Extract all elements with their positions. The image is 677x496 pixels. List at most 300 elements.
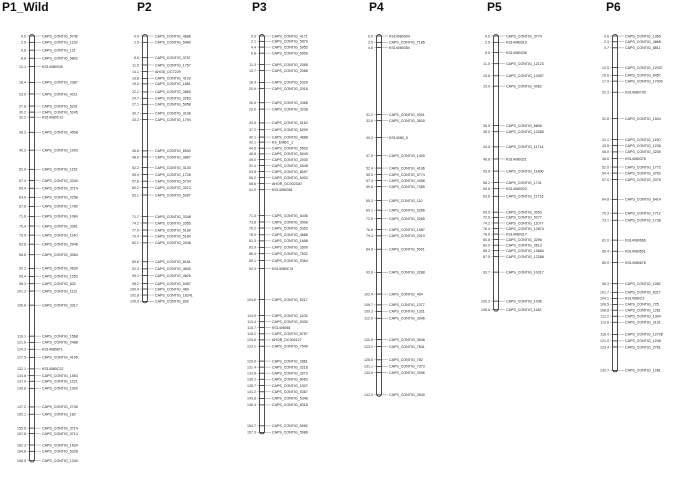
marker-position: 131.1 <box>364 364 373 369</box>
marker-label: CAPS_CONTIG_2740 <box>42 405 78 410</box>
chromosome-bar <box>260 35 265 434</box>
marker-label: CAPS_CONTIG_1658 <box>272 239 308 244</box>
marker-position: 137.0 <box>17 379 26 384</box>
marker-position: 0.0 <box>485 34 490 39</box>
marker-label: CAPS_CONTIG_3763 <box>625 171 661 176</box>
marker-position: 0.0 <box>604 34 609 39</box>
marker-position: 98.3 <box>602 282 609 287</box>
marker-label: CAPS_CONTIG_3468 <box>272 101 308 106</box>
marker-position: 57.6 <box>132 179 139 184</box>
marker-position: 131.4 <box>247 365 256 370</box>
marker-label: CAPS_CONTIG_3365 <box>155 221 191 226</box>
marker-label: CAPS_CONTIG_3084 <box>42 253 78 258</box>
marker-label: CAPS_CONTIG_1728 <box>155 172 191 177</box>
marker-label: CAPS_CONTIG_1563 <box>42 373 78 378</box>
linkage-group-title: P1_Wild <box>2 0 49 14</box>
marker-label: CAPS_CONTIG_4196 <box>389 166 425 171</box>
marker-label: CAPS_CONTIG_1712 <box>625 211 661 216</box>
marker-position: 8.6 <box>134 55 139 60</box>
marker-label: CAPS_CONTIG_3273 <box>272 371 308 376</box>
marker-position: 150.1 <box>17 412 26 417</box>
marker-position: 76.8 <box>366 227 373 232</box>
marker-position: 141.2 <box>247 390 256 395</box>
marker-label: CAPS_CONTIG_5209 <box>272 128 308 133</box>
marker-position: 37.2 <box>249 128 256 133</box>
marker-label: CAPS_CONTIG_3540 <box>389 393 425 398</box>
marker-position: 26.5 <box>249 101 256 106</box>
marker-label: CAPS_CONTIG_1634 <box>42 443 78 448</box>
marker-label: CAPS_CONTIG_4358 <box>389 178 425 183</box>
marker-label: CAPS_CONTIG_5802 <box>42 56 78 61</box>
marker-position: 4.6 <box>368 45 373 50</box>
marker-label: CAPS_CONTIG_7540 <box>272 344 308 349</box>
marker-position: 73.8 <box>249 220 256 225</box>
marker-label: CAPS_CONTIG_4825 <box>155 273 191 278</box>
marker-position: 121.6 <box>17 340 26 345</box>
marker-label: CAPS_CONTIG_12123 <box>506 62 544 67</box>
marker-position: 69.9 <box>483 210 490 215</box>
marker-position: 81.0 <box>602 238 609 243</box>
marker-label: CAPS_CONTIG_1851 <box>155 82 191 87</box>
marker-label: CAPS_CONTIG_12708 <box>625 332 663 337</box>
marker-label: CAPS_CONTIG_2018 <box>272 86 308 91</box>
marker-label: CAPS_CONTIG_1794 <box>155 117 191 122</box>
marker-position: 113.6 <box>600 320 609 325</box>
marker-position: 2.5 <box>485 40 490 45</box>
marker-label: KS14080666 <box>625 238 646 243</box>
marker-label: KS14080C74 <box>272 266 294 271</box>
marker-position: 40.1 <box>249 135 256 140</box>
marker-position: 93.8 <box>366 270 373 275</box>
marker-label: CAPS_CONTIG_5503 <box>272 146 308 151</box>
linkage-group <box>364 34 425 397</box>
marker-label: KS14080C22 <box>42 367 64 372</box>
marker-position: 123.2 <box>364 344 373 349</box>
marker-label: CAPS_CONTIG_2048 <box>42 242 78 247</box>
marker-label: CAPS_CONTIG_11077 <box>506 221 544 226</box>
marker-position: 74.2 <box>483 221 490 226</box>
marker-position: 18.4 <box>249 80 256 85</box>
marker-label: KS14080871 <box>42 347 63 352</box>
marker-position: 8.8 <box>21 56 26 61</box>
marker-label: CAPS_CONTIG_1365 <box>625 34 661 39</box>
marker-position: 109.3 <box>364 309 373 314</box>
marker-position: 108.8 <box>600 308 609 313</box>
marker-position: 93.7 <box>483 270 490 275</box>
marker-label: CAPS_CONTIG_3296 <box>506 237 542 242</box>
marker-label: CAPS_CONTIG_3613 <box>506 243 542 248</box>
marker-position: 4.4 <box>251 45 256 50</box>
marker-label: CAPS_CONTIG_7185 <box>389 40 425 45</box>
marker-label: CAPS_CONTIG_1331 <box>389 309 425 314</box>
marker-label: CAPS_CONTIG_1340 <box>42 458 78 463</box>
marker-position: 0.0 <box>134 34 139 39</box>
marker-label: CAPS_CONTIG_2088 <box>272 68 308 73</box>
marker-position: 61.0 <box>249 188 256 193</box>
marker-label: CAPS_CONTIG_121 <box>42 48 76 53</box>
marker-label: CAPS_CONTIG_5746 <box>42 34 78 39</box>
marker-position: 98.3 <box>19 282 26 287</box>
marker-position: 69.1 <box>366 208 373 213</box>
marker-position: 35.5 <box>483 123 490 128</box>
marker-label: CAPS_CONTIG_5959 <box>272 51 308 56</box>
marker-label: KS14080381 <box>272 188 293 193</box>
marker-label: CAPS_CONTIG_4840 <box>155 267 191 272</box>
marker-position: 78.9 <box>249 233 256 238</box>
marker-position: 15.8 <box>483 74 490 79</box>
marker-label: CAPS_CONTIG_8457 <box>625 73 661 78</box>
marker-label: CAPS_CONTIG_1261 <box>625 308 661 313</box>
marker-position: 60.6 <box>483 187 490 192</box>
marker-position: 57.4 <box>366 178 373 183</box>
marker-position: 74.2 <box>132 221 139 226</box>
marker-position: 31.2 <box>366 112 373 117</box>
linkage-group-title: P3 <box>252 0 267 14</box>
marker-position: 115.7 <box>247 325 256 330</box>
marker-position: 95.4 <box>19 274 26 279</box>
marker-position: 32.2 <box>19 115 26 120</box>
marker-position: 27.8 <box>19 104 26 109</box>
marker-label: CAPS_CONTIG_4686 <box>272 233 308 238</box>
marker-label: KS14080_5 <box>389 135 408 140</box>
marker-position: 164.8 <box>17 449 26 454</box>
marker-label: CAPS_CONTIG_2387 <box>42 80 78 85</box>
marker-position: 5.6 <box>21 48 26 53</box>
marker-position: 110.9 <box>247 313 256 318</box>
marker-label: CAPS_CONTIG_1003 <box>42 148 78 153</box>
marker-label: CAPS_CONTIG_11714 <box>506 145 544 150</box>
marker-label: CAPS_CONTIG_3096 <box>389 370 425 375</box>
marker-label: CAPS_CONTIG_8811 <box>625 46 661 51</box>
marker-position: 101.7 <box>600 290 609 295</box>
marker-label: KS14080C3 <box>625 296 645 301</box>
marker-position: 6.8 <box>251 51 256 56</box>
marker-label: CAPS_CONTIG_4103 <box>155 76 191 81</box>
marker-label: CAPS_CONTIG_1780 <box>42 204 78 209</box>
marker-label: CAPS_CONTIG_6414 <box>625 197 661 202</box>
marker-position: 2.5 <box>368 40 373 45</box>
marker-position: 32.8 <box>602 116 609 121</box>
marker-position: 44.5 <box>249 146 256 151</box>
marker-label: CAPS_CONTIG_5180 <box>155 228 191 233</box>
marker-position: 76.2 <box>249 226 256 231</box>
marker-position: 38.2 <box>19 130 26 135</box>
marker-position: 86.8 <box>19 253 26 258</box>
marker-label: CAPS_CONTIG_12288 <box>506 254 544 259</box>
marker-position: 55.0 <box>132 172 139 177</box>
marker-position: 13.7 <box>249 68 256 73</box>
marker-label: KS14080336 <box>506 50 527 55</box>
marker-position: 17.9 <box>602 79 609 84</box>
marker-position: 118.4 <box>600 332 609 337</box>
marker-label: KS_EMBC_1 <box>272 140 294 145</box>
marker-position: 58.2 <box>483 180 490 185</box>
marker-position: 16.8 <box>132 76 139 81</box>
marker-label: CAPS_CONTIG_3346 <box>155 241 191 246</box>
marker-position: 106.7 <box>364 303 373 308</box>
marker-label: CAPS_CONTIG_5958 <box>155 102 191 107</box>
marker-label: CAPS_CONTIG_3757 <box>155 55 191 60</box>
marker-position: 29.0 <box>249 107 256 112</box>
marker-position: 52.4 <box>366 166 373 171</box>
marker-position: 30.2 <box>19 110 26 115</box>
marker-position: 112.0 <box>364 316 373 321</box>
marker-label: CAPS_CONTIG_2019 <box>389 234 425 239</box>
marker-label: CAPS_CONTIG_4211 <box>42 92 78 97</box>
marker-label: CAPS_CONTIG_2030 <box>272 157 308 162</box>
marker-label: CAPS_CONTIG_1236 <box>625 143 661 148</box>
marker-position: 65.3 <box>366 198 373 203</box>
marker-label: CAPS_CONTIG_5277 <box>506 215 542 220</box>
marker-position: 77.0 <box>132 228 139 233</box>
marker-label: CAPS_CONTIG_1504 <box>625 116 661 121</box>
marker-label: CAPS_CONTIG_1772 <box>625 165 661 170</box>
marker-position: 55.0 <box>366 172 373 177</box>
marker-label: KS14080378 <box>625 156 646 161</box>
marker-label: CAPS_CONTIG_3205 <box>625 150 661 155</box>
marker-label: CAPS_CONTIG_8318 <box>272 403 308 408</box>
marker-label: CAPS_CONTIG_3263 <box>155 96 191 101</box>
marker-position: 12.5 <box>602 65 609 70</box>
marker-position: 92.3 <box>249 266 256 271</box>
marker-label: CAPS_CONTIG_1587 <box>389 227 425 232</box>
marker-position: 106.8 <box>17 303 26 308</box>
marker-label: KS14080354 <box>389 45 410 50</box>
marker-label: CAPS_CONTIG_5734 <box>155 179 191 184</box>
marker-position: 105.3 <box>130 299 139 304</box>
marker-position: 146.4 <box>247 403 256 408</box>
marker-label: CAPS_CONTIG_1281 <box>625 368 661 373</box>
marker-label: CAPS_CONTIG_1007 <box>272 383 308 388</box>
marker-position: 48.0 <box>132 155 139 160</box>
marker-label: CAPS_CONTIG_3317 <box>42 303 78 308</box>
marker-position: 98.2 <box>132 281 139 286</box>
marker-label: CAPS_CONTIG_4888 <box>272 135 308 140</box>
marker-position: 2.3 <box>604 40 609 45</box>
marker-label: CAPS_CONTIG_1353 <box>42 274 78 279</box>
marker-position: 79.4 <box>132 234 139 239</box>
marker-position: 52.2 <box>132 165 139 170</box>
marker-label: CAPS_CONTIG_5184 <box>155 234 191 239</box>
marker-label: CAPS_CONTIG_5330 <box>272 320 308 325</box>
marker-position: 15.6 <box>602 73 609 78</box>
marker-label: CAPS_CONTIG_1304 <box>625 314 661 319</box>
linkage-group-title: P6 <box>606 0 621 14</box>
marker-label: CAPS_CONTIG_4866 <box>625 40 661 45</box>
marker-label: CAPS_CONTIG_12037 <box>625 65 663 70</box>
marker-position: 11.3 <box>249 62 256 67</box>
marker-position: 155.6 <box>17 426 26 431</box>
marker-label: CAPS_CONTIG_3548 <box>272 163 308 168</box>
marker-label: KS14080321 <box>506 157 527 162</box>
marker-label: CAPS_CONTIG_4688 <box>155 34 191 39</box>
marker-label: CAPS_CONTIG_5163 <box>272 121 308 126</box>
marker-position: 54.4 <box>602 171 609 176</box>
marker-position: 154.7 <box>247 424 256 429</box>
marker-position: 92.2 <box>19 266 26 271</box>
marker-label: CAPS_CONTIG_110 <box>389 198 423 203</box>
marker-label: CAPS_CONTIG_6806 <box>506 123 542 128</box>
marker-position: 40.3 <box>366 135 373 140</box>
chromosome-bar <box>30 35 35 463</box>
marker-position: 49.0 <box>249 157 256 162</box>
marker-position: 0.0 <box>251 34 256 39</box>
marker-position: 52.9 <box>19 167 26 172</box>
marker-label: CAPS_CONTIG_1182 <box>506 307 542 312</box>
marker-label: CAPS_CONTIG_3266 <box>389 208 425 213</box>
marker-position: 64.0 <box>19 195 26 200</box>
marker-position: 84.6 <box>366 247 373 252</box>
marker-position: 30.7 <box>132 111 139 116</box>
marker-label: CAPS_CONTIG_1020 <box>42 386 78 391</box>
marker-label: CAPS_CONTIG_7385 <box>389 184 425 189</box>
marker-label: CAPS_CONTIG_632 <box>42 282 76 287</box>
marker-label: CAPS_CONTIG_3774 <box>506 34 542 39</box>
linkage-group <box>481 34 544 312</box>
marker-label: CAPS_CONTIG_3001 <box>389 112 425 117</box>
marker-label: CAPS_CONTIG_1152 <box>42 167 78 172</box>
linkage-group <box>130 34 193 303</box>
marker-label: CAPS_CONTIG_7532 <box>272 252 308 257</box>
marker-position: 101.2 <box>17 289 26 294</box>
marker-label: CAPS_CONTIG_2781 <box>625 345 661 350</box>
marker-position: 139.8 <box>17 386 26 391</box>
marker-label: CAPS_CONTIG_3948 <box>389 337 425 342</box>
marker-position: 34.5 <box>249 121 256 126</box>
marker-label: CAPS_CONTIG_5082 <box>272 424 308 429</box>
marker-position: 89.9 <box>602 260 609 265</box>
marker-label: KS14080501 <box>625 249 646 254</box>
marker-label: CAPS_CONTIG_6097 <box>272 169 308 174</box>
marker-label: CAPS_CONTIG_5353 <box>272 226 308 231</box>
marker-position: 142.4 <box>364 393 373 398</box>
marker-label: CAPS_CONTIG_3288 <box>389 270 425 275</box>
chromosome-bar <box>143 35 148 303</box>
marker-label: KS14080304 <box>389 34 410 39</box>
marker-position: 53.6 <box>483 169 490 174</box>
marker-position: 104.1 <box>600 296 609 301</box>
marker-label: CAPS_CONTIG_5245 <box>42 110 78 115</box>
marker-label: CAPS_CONTIG_182 <box>42 412 76 417</box>
marker-position: 87.5 <box>483 254 490 259</box>
marker-label: CAPS_CONTIG_1105 <box>272 313 308 318</box>
marker-position: 57.4 <box>19 178 26 183</box>
linkage-group <box>247 34 308 434</box>
marker-position: 33.2 <box>132 117 139 122</box>
marker-label: CAPS_CONTIG_5328 <box>42 449 78 454</box>
marker-position: 118.2 <box>247 332 256 337</box>
marker-position: 83.9 <box>249 245 256 250</box>
marker-position: 79.3 <box>366 234 373 239</box>
marker-label: CAPS_CONTIG_3238 <box>272 107 308 112</box>
marker-position: 76.4 <box>483 226 490 231</box>
marker-label: CAPS_CONTIG_725 <box>625 302 659 307</box>
marker-position: 23.0 <box>19 92 26 97</box>
marker-position: 63.1 <box>132 193 139 198</box>
marker-label: CAPS_CONTIG_7841 <box>389 344 425 349</box>
marker-label: CAPS_CONTIG_3630 <box>389 118 425 123</box>
marker-label: CAPS_CONTIG_3361 <box>42 224 78 229</box>
marker-label: CAPS_CONTIG_830 <box>155 299 189 304</box>
marker-label: CAPS_CONTIG_1757 <box>155 63 191 68</box>
marker-position: 104.6 <box>247 297 256 302</box>
marker-position: 41.1 <box>602 137 609 142</box>
marker-label: CAPS_CONTIG_460 <box>155 287 189 292</box>
marker-position: 157.8 <box>17 431 26 436</box>
marker-position: 105.2 <box>481 299 490 304</box>
marker-label: CAPS_CONTIG_13457 <box>506 74 544 79</box>
marker-position: 133.8 <box>247 371 256 376</box>
marker-position: 2.5 <box>134 40 139 45</box>
marker-position: 64.8 <box>602 197 609 202</box>
marker-position: 133.6 <box>364 370 373 375</box>
marker-position: 132.7 <box>600 368 609 373</box>
marker-position: 82.6 <box>19 242 26 247</box>
marker-label: CAPS_CONTIG_0062 <box>506 84 542 89</box>
marker-label: CAPS_CONTIG_5402 <box>272 175 308 180</box>
marker-label: CAPS_CONTIG_3869 <box>155 90 191 95</box>
marker-position: 45.6 <box>132 149 139 154</box>
marker-label: CAPS_CONTIG_5436 <box>272 213 308 218</box>
linkage-group-title: P5 <box>487 0 502 14</box>
marker-position: 12.1 <box>19 64 26 69</box>
marker-label: CAPS_CONTIG_3500 <box>272 245 308 250</box>
marker-position: 123.4 <box>600 345 609 350</box>
marker-label: CAPS_CONTIG_1400 <box>389 154 425 158</box>
marker-position: 157.3 <box>247 430 256 435</box>
marker-label: CAPS_CONTIG_5774 <box>389 172 425 177</box>
marker-position: 46.0 <box>602 150 609 155</box>
marker-position: 124.3 <box>17 347 26 352</box>
marker-position: 0.0 <box>368 34 373 39</box>
marker-position: 19.0 <box>132 82 139 87</box>
marker-position: 123.1 <box>247 344 256 349</box>
marker-label: CAPS_CONTIG_5364 <box>272 258 308 263</box>
marker-position: 42.1 <box>249 140 256 145</box>
marker-label: CAPS_CONTIG_1221 <box>42 379 78 384</box>
marker-position: 102.4 <box>364 292 373 297</box>
marker-position: 92.4 <box>132 267 139 272</box>
marker-label: CAPS_CONTIG_782 <box>389 358 423 363</box>
marker-label: CAPS_CONTIG_3053 <box>506 210 542 215</box>
marker-label: CAPS_CONTIG_2085 <box>272 62 308 67</box>
marker-label: CAPS_CONTIG_5001 <box>389 247 425 252</box>
marker-position: 138.7 <box>247 383 256 388</box>
marker-label: KS14080C12 <box>42 115 64 120</box>
marker-position: 4.7 <box>604 46 609 51</box>
marker-label: CAPS_CONTIG_4105 <box>42 355 78 360</box>
marker-position: 106.5 <box>600 302 609 307</box>
marker-label: KS14080339 <box>42 64 63 69</box>
marker-label: CAPS_CONTIG_494 <box>389 292 423 297</box>
marker-position: 162.3 <box>17 443 26 448</box>
marker-position: 11.0 <box>483 62 490 67</box>
marker-position: 120.5 <box>364 337 373 342</box>
marker-label: CAPS_CONTIG_3714 <box>42 426 78 431</box>
marker-position: 108.6 <box>481 307 490 312</box>
marker-label: CAPS_CONTIG_0639 <box>42 266 78 271</box>
marker-position: 47.5 <box>366 154 373 158</box>
marker-label: CAPS_CONTIG_3714 <box>42 431 78 436</box>
marker-position: 120.6 <box>247 338 256 343</box>
marker-label: CAPS_CONTIG_1140 <box>42 233 78 238</box>
marker-position: 85.2 <box>483 249 490 254</box>
marker-position: 100.4 <box>130 287 139 292</box>
marker-position: 24.7 <box>132 96 139 101</box>
marker-label: CAPS_CONTIG_12874 <box>506 226 544 231</box>
marker-position: 48.6 <box>602 156 609 161</box>
marker-label: CAPS_CONTIG_5457 <box>155 281 191 286</box>
